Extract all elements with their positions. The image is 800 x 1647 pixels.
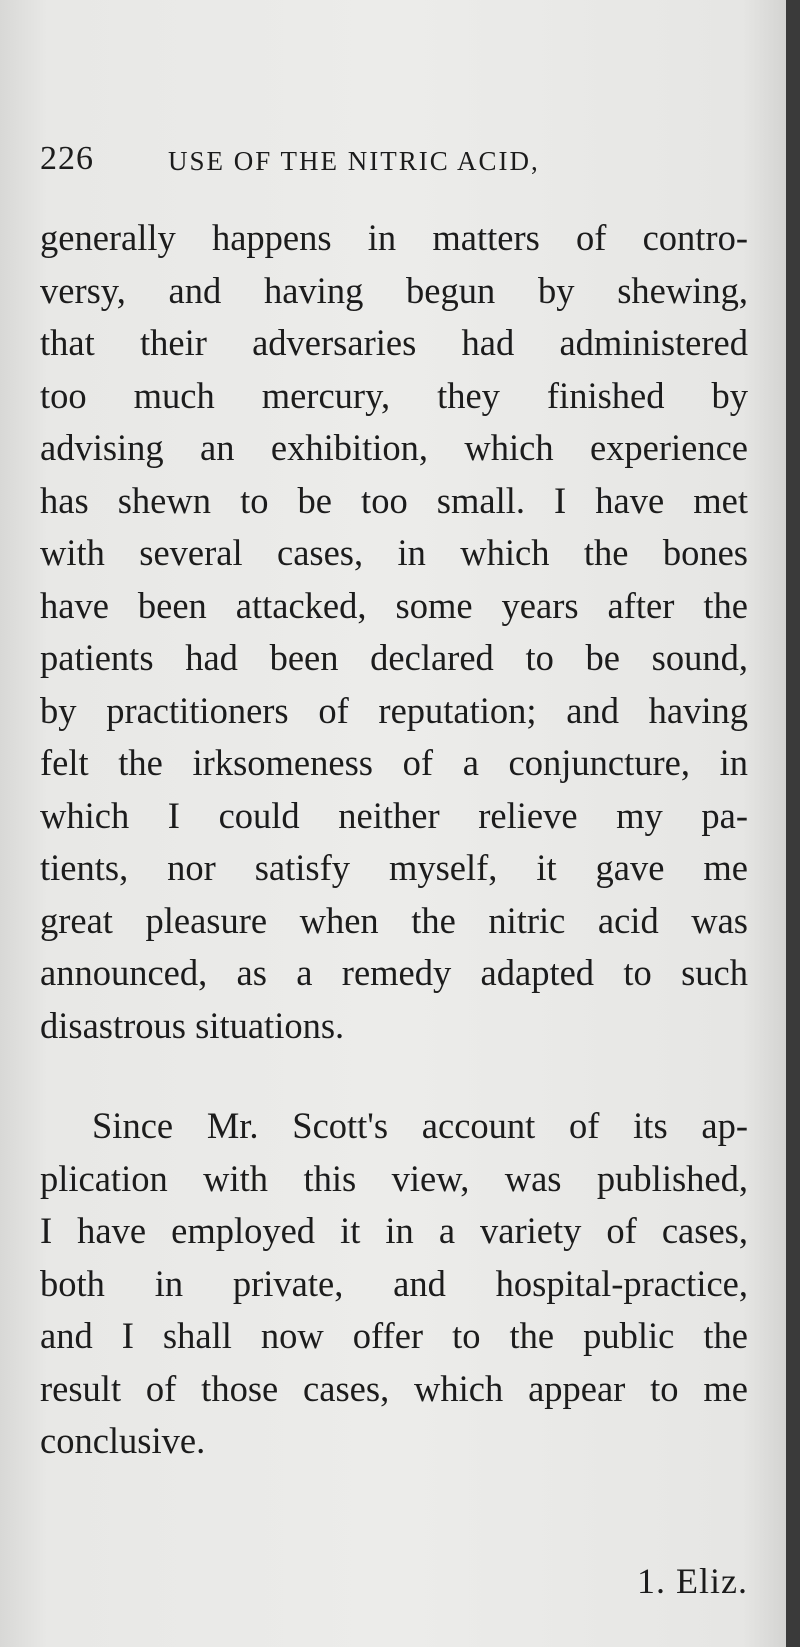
text-line: by practitioners of reputation; and having	[40, 689, 748, 731]
text-line: announced, as a remedy adapted to such	[40, 952, 748, 993]
text-line: has shewn to be too small. I have met	[40, 479, 748, 521]
signature-mark: 1. Eliz.	[637, 1561, 748, 1601]
page-header	[40, 140, 740, 180]
paragraph-2	[40, 1100, 748, 1468]
paragraph-1	[40, 212, 748, 1052]
page-number: 226	[40, 140, 94, 177]
text-line: advising an exhibition, which experience	[40, 427, 748, 468]
text-line: which I could neither relieve my pa-	[40, 794, 748, 836]
text-line: result of those cases, which appear to me	[40, 1367, 748, 1409]
page-edge-shadow	[786, 0, 800, 1647]
text-line: both in private, and hospital-practice,	[40, 1262, 748, 1304]
text-line: Since Mr. Scott's account of its ap-	[92, 1105, 748, 1146]
text-line: felt the irksomeness of a conjuncture, in	[40, 742, 748, 783]
text-line: with several cases, in which the bones	[40, 532, 748, 573]
text-line: versy, and having begun by shewing,	[40, 269, 748, 311]
text-line: tients, nor satisfy myself, it gave me	[40, 847, 748, 888]
text-line: too much mercury, they finished by	[40, 374, 748, 416]
text-line: and I shall now offer to the public the	[40, 1315, 748, 1356]
text-line: disastrous situations.	[40, 1004, 345, 1046]
text-line: generally happens in matters of contro-	[40, 217, 748, 258]
text-line: I have employed it in a variety of cases,	[40, 1210, 748, 1251]
text-line: great pleasure when the nitric acid was	[40, 899, 748, 941]
text-line: that their adversaries had administered	[40, 322, 748, 363]
text-line: conclusive.	[40, 1420, 206, 1461]
running-head: USE OF THE NITRIC ACID,	[168, 146, 540, 176]
text-line: plication with this view, was published,	[40, 1157, 748, 1199]
text-line: patients had been declared to be sound,	[40, 637, 748, 678]
text-line: have been attacked, some years after the	[40, 584, 748, 626]
